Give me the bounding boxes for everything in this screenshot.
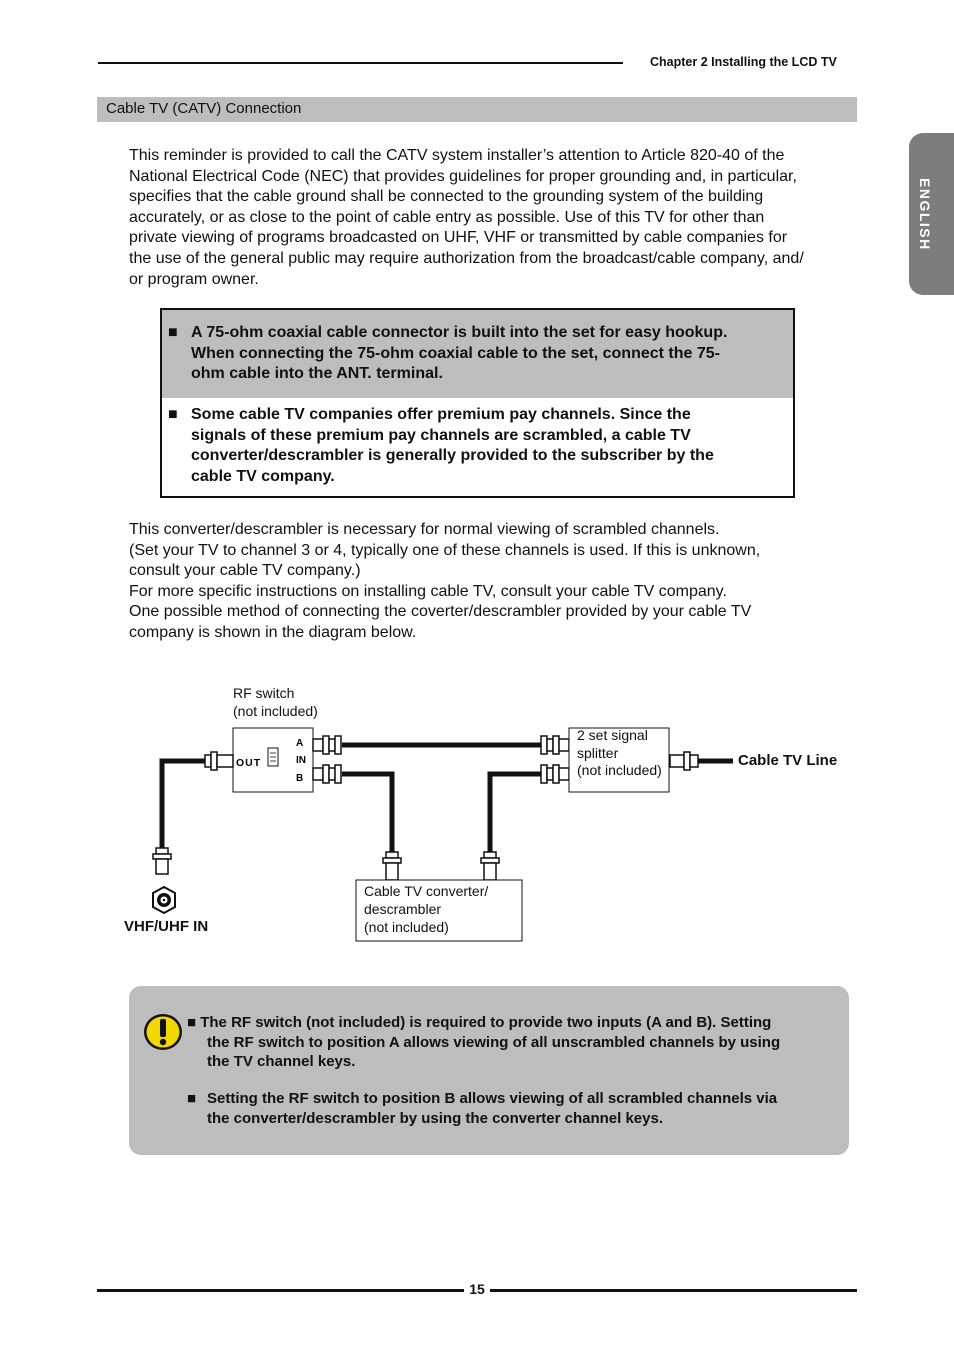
body-line: This converter/descrambler is necessary for normal viewing of scrambled channels. bbox=[129, 521, 720, 538]
footer-rule-right bbox=[490, 1289, 857, 1292]
caution-note bbox=[129, 986, 849, 1155]
chapter-title: Chapter 2 Installing the LCD TV bbox=[650, 55, 837, 69]
converter-label-line: descrambler bbox=[364, 901, 442, 917]
caution-line: the TV channel keys. bbox=[207, 1053, 356, 1070]
important-notes-box bbox=[160, 308, 795, 498]
header-rule bbox=[98, 62, 623, 64]
bullet-mark: ■ bbox=[168, 406, 178, 423]
cable-b-to-converter bbox=[342, 774, 392, 852]
intro-line: National Electrical Code (NEC) that provides guidelines for proper grounding and, in particular, bbox=[129, 167, 797, 185]
body-paragraph bbox=[129, 520, 859, 644]
vhf-uhf-jack-icon bbox=[153, 887, 175, 913]
converter-label bbox=[364, 882, 488, 936]
caution-line: the converter/descrambler by using the converter channel keys. bbox=[207, 1109, 664, 1127]
caution-line: the RF switch to position A allows viewing of all unscrambled channels by using bbox=[207, 1033, 781, 1051]
rf-switch-label bbox=[233, 684, 318, 720]
body-line: consult your cable TV company.) bbox=[129, 562, 361, 580]
rf-switch-a-label: A bbox=[296, 738, 304, 749]
intro-line: accurately, or as close to the point of cable entry as possible. Use of this TV for other than bbox=[129, 208, 765, 226]
page-number: 15 bbox=[469, 1281, 485, 1297]
body-line: (Set your TV to channel 3 or 4, typically one of these channels is used. If this is unknown, bbox=[129, 541, 761, 559]
caution-item-2 bbox=[187, 1089, 837, 1128]
rf-switch-out-label: OUT bbox=[236, 757, 262, 769]
exclamation-icon bbox=[143, 1012, 185, 1052]
vhf-uhf-in-label: VHF/UHF IN bbox=[124, 918, 209, 935]
note-line: A 75-ohm coaxial cable connector is built into the set for easy hookup. bbox=[191, 324, 728, 341]
caution-line: Setting the RF switch to position B allows viewing of all scrambled channels via bbox=[207, 1090, 778, 1107]
splitter-label-line: splitter bbox=[577, 744, 619, 761]
body-line: company is shown in the diagram below. bbox=[129, 623, 417, 641]
note-line: converter/descrambler is generally provided to the subscriber by the bbox=[191, 447, 714, 465]
intro-line: or program owner. bbox=[129, 270, 259, 288]
intro-line: This reminder is provided to call the CATV system installer’s attention to Article 820-40 of the bbox=[129, 147, 785, 164]
note-line: ohm cable into the ANT. terminal. bbox=[191, 365, 443, 383]
splitter-label-line: 2 set signal bbox=[577, 727, 648, 743]
bullet-mark: ■ bbox=[187, 1090, 197, 1107]
caution-line: ■ The RF switch (not included) is required to provide two inputs (A and B). Setting bbox=[187, 1014, 772, 1031]
intro-line: the use of the general public may require authorization from the broadcast/cable company, and/ bbox=[129, 249, 804, 267]
language-tab-label: ENGLISH bbox=[917, 177, 933, 251]
cable-out-to-tv bbox=[162, 761, 205, 848]
bullet-mark: ■ bbox=[168, 324, 178, 341]
rf-switch-label-line: RF switch bbox=[233, 685, 295, 701]
cable-splitter-to-converter bbox=[490, 774, 541, 852]
body-line: One possible method of connecting the coverter/descrambler provided by your cable TV bbox=[129, 603, 752, 621]
note-line: cable TV company. bbox=[191, 467, 335, 485]
note-line: signals of these premium pay channels are scrambled, a cable TV bbox=[191, 426, 691, 444]
intro-paragraph bbox=[129, 146, 859, 290]
body-line: For more specific instructions on installing cable TV, consult your cable TV company. bbox=[129, 582, 727, 600]
intro-line: specifies that the cable ground shall be connected to the grounding system of the building bbox=[129, 188, 764, 206]
intro-line: private viewing of programs broadcasted on UHF, VHF or transmitted by cable companies for bbox=[129, 229, 788, 247]
caution-item-1 bbox=[187, 1013, 837, 1072]
rf-switch-label-line: (not included) bbox=[233, 703, 318, 719]
rf-switch-b-label: B bbox=[296, 773, 304, 784]
footer-rule-left bbox=[97, 1289, 464, 1292]
section-title: Cable TV (CATV) Connection bbox=[106, 100, 302, 117]
cable-tv-line-label: Cable TV Line bbox=[738, 752, 838, 769]
rf-switch-in-label: IN bbox=[296, 755, 306, 766]
splitter-label bbox=[577, 727, 662, 780]
splitter-label-line: (not included) bbox=[577, 762, 662, 778]
note-line: Some cable TV companies offer premium pay channels. Since the bbox=[191, 406, 691, 423]
converter-label-line: Cable TV converter/ bbox=[364, 883, 489, 899]
note-line: When connecting the 75-ohm coaxial cable to the set, connect the 75- bbox=[191, 344, 720, 362]
converter-label-line: (not included) bbox=[364, 919, 449, 935]
